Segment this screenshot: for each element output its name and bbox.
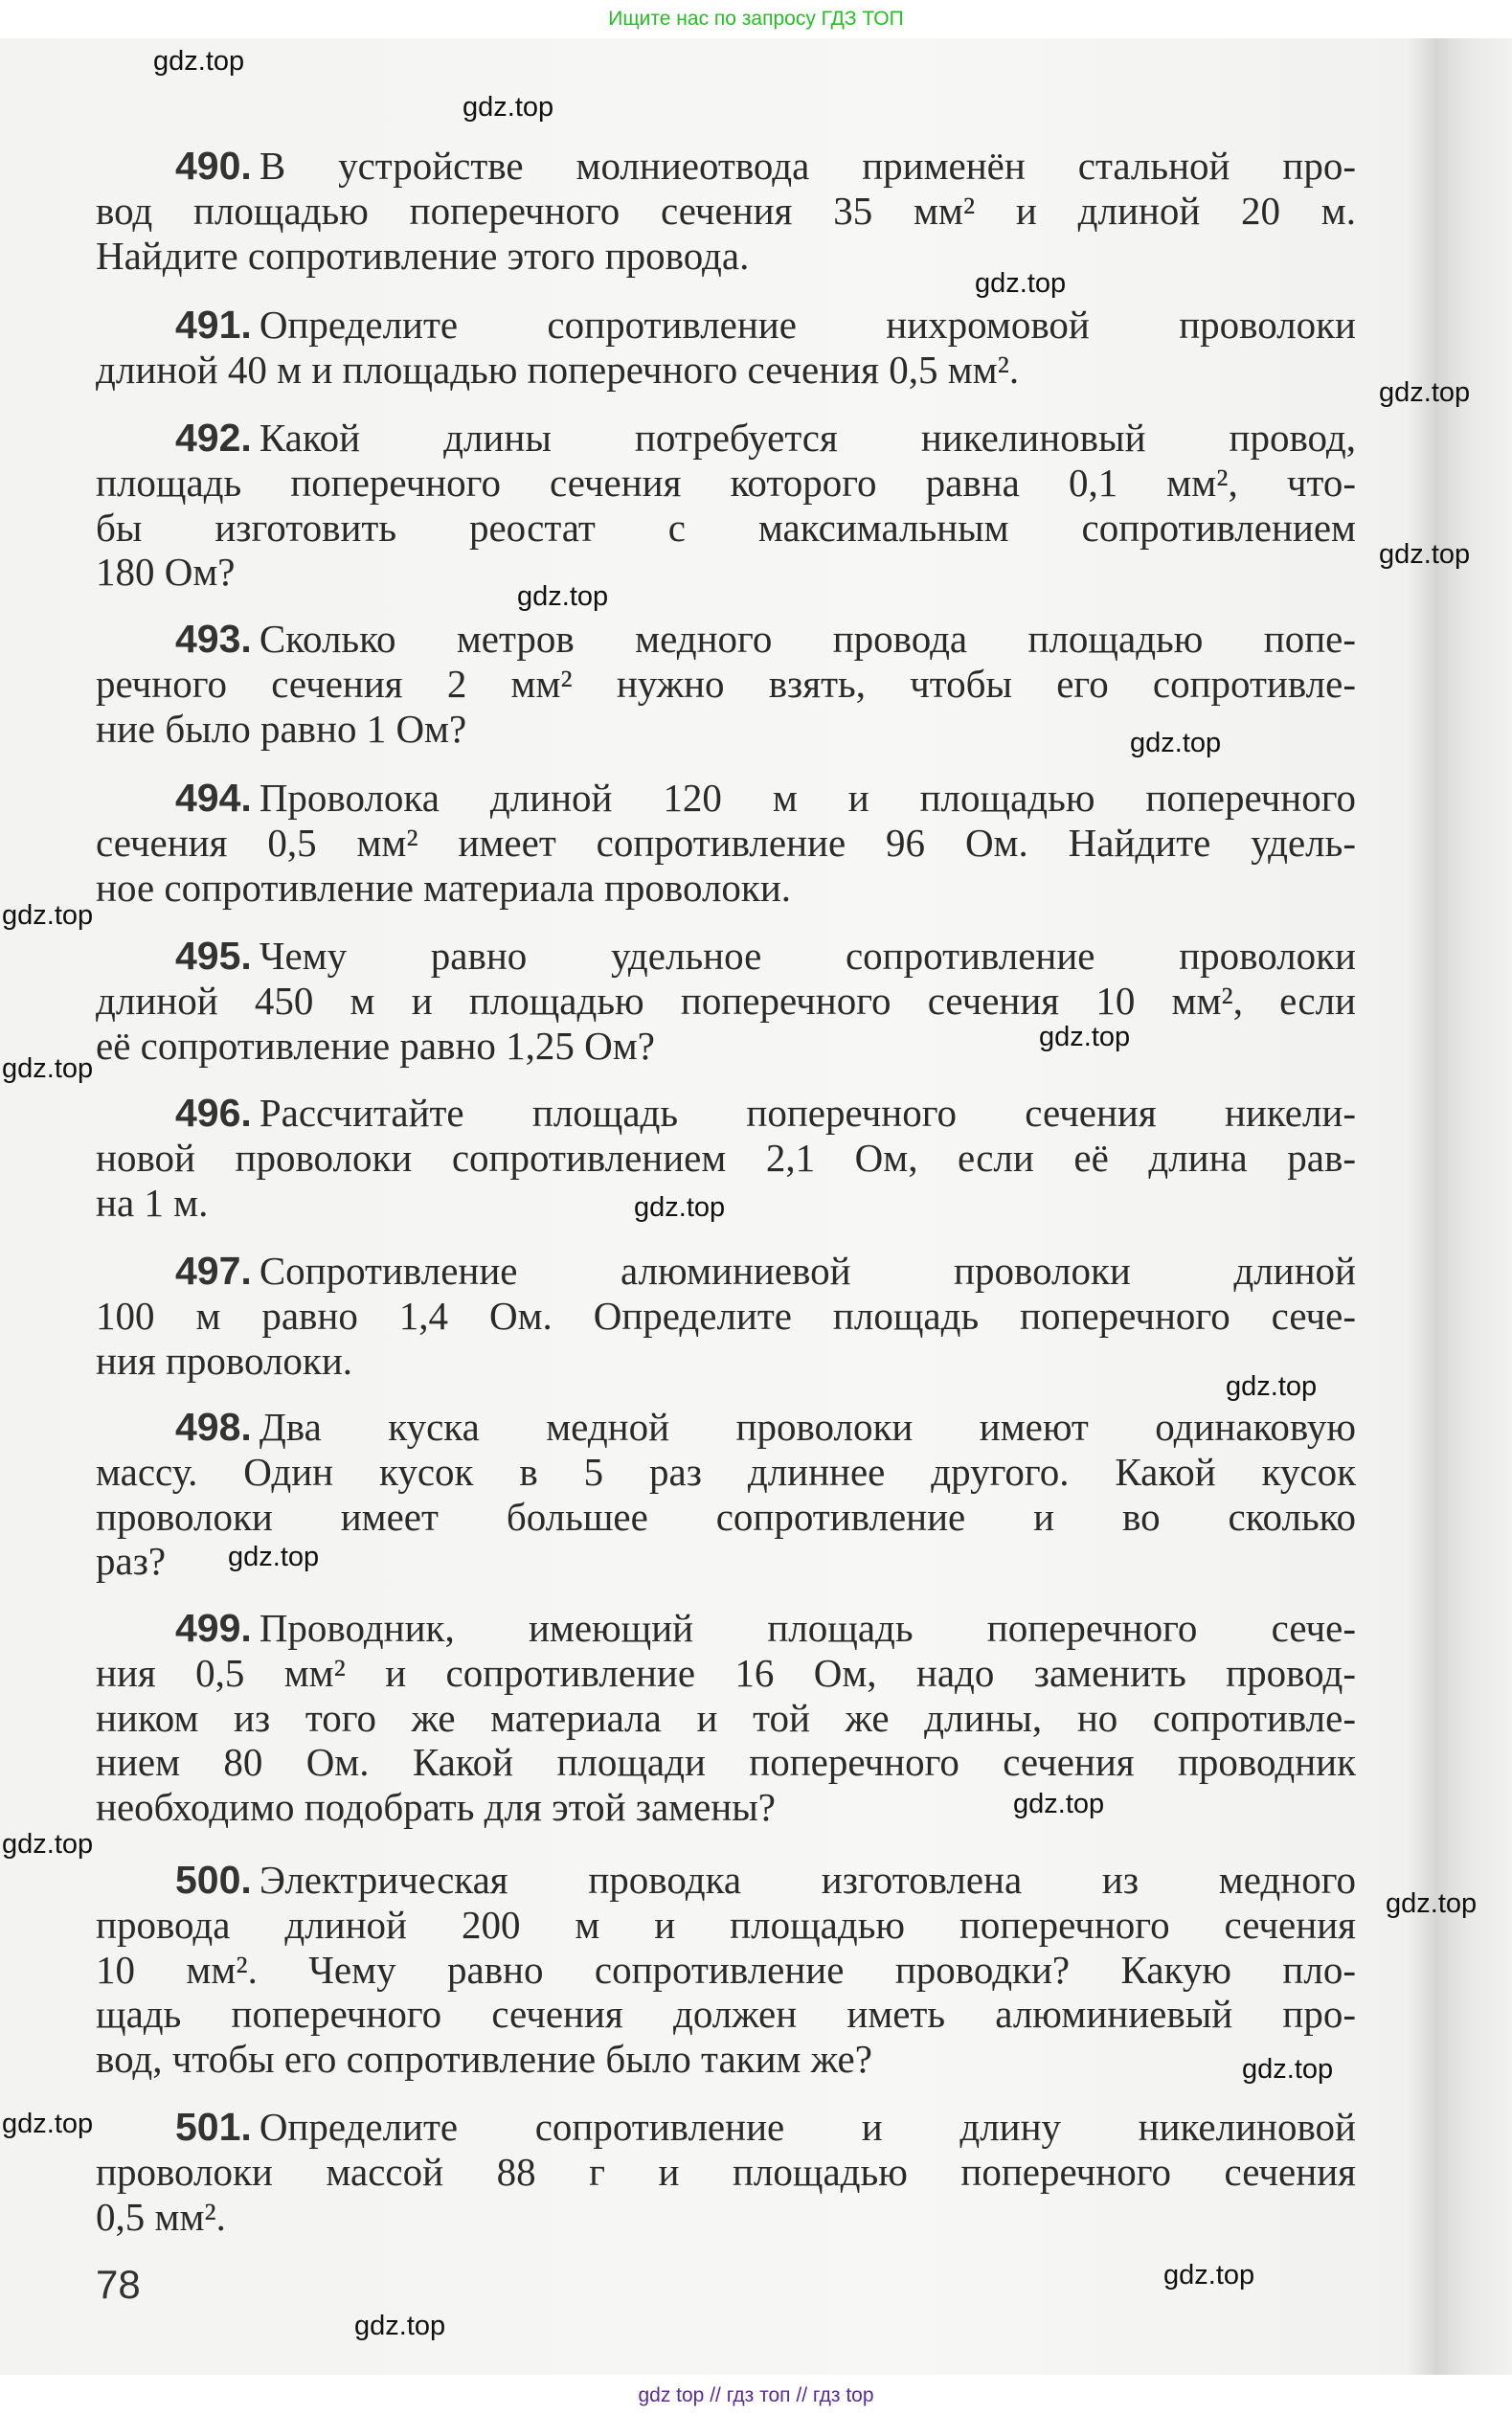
problem-text: ником из того же материала и той же длины, но сопротивле- (96, 1695, 1356, 1740)
watermark-text: gdz.top (634, 1192, 726, 1223)
problem-line (96, 1405, 1356, 1450)
problem-text: 180 Ом? (96, 550, 236, 595)
problem-text: В устройстве молниеотвода применён стальной про- (259, 144, 1356, 188)
problem-number: 499. (175, 1606, 252, 1650)
problem-text: раз? (96, 1539, 167, 1584)
problem-line (96, 303, 1356, 348)
problem-492 (96, 416, 1356, 595)
problem-text: 0,5 мм². (96, 2194, 226, 2239)
problem-text: площадь поперечного сечения которого равна 0,1 мм², что- (96, 460, 1356, 505)
problem-line (96, 348, 1019, 393)
problem-text: Какой длины потребуется никелиновый провод, (259, 416, 1356, 460)
footer-links[interactable]: gdz top // гдз топ // гдз top (638, 2384, 874, 2406)
problem-text: нием 80 Ом. Какой площади поперечного сечения проводник (96, 1740, 1356, 1785)
problem-line (96, 1181, 208, 1226)
watermark-text: gdz.top (517, 581, 609, 612)
problem-text: вод, чтобы его сопротивление было таким же? (96, 2037, 872, 2082)
problem-line (96, 1249, 1356, 1294)
problem-text: Найдите сопротивление этого провода. (96, 233, 750, 278)
watermark-text: gdz.top (463, 92, 554, 123)
page-number: 78 (96, 2262, 141, 2307)
problem-text: ния проволоки. (96, 1338, 353, 1383)
problem-number: 492. (175, 416, 252, 460)
problem-text: 10 мм². Чему равно сопротивление проводки? Какую пло- (96, 1947, 1356, 1992)
problem-line (96, 144, 1356, 189)
problem-text: Рассчитайте площадь поперечного сечения никели- (259, 1091, 1356, 1135)
watermark-text: gdz.top (1226, 1371, 1318, 1402)
problem-text: массу. Один кусок в 5 раз длиннее другого. Какой кусок (96, 1449, 1356, 1494)
problem-text: длиной 40 м и площадью поперечного сечения 0,5 мм². (96, 347, 1020, 392)
problem-text: провода длиной 200 м и площадью поперечного сечения (96, 1902, 1356, 1947)
problem-line (96, 2105, 1356, 2150)
problem-text: ние было равно 1 Ом? (96, 706, 467, 751)
watermark-text: gdz.top (2, 2109, 94, 2139)
problem-line (96, 1091, 1356, 1136)
watermark-text: gdz.top (228, 1542, 320, 1572)
problem-text: Проволока длиной 120 м и площадью поперечного (259, 776, 1356, 820)
problem-text: Чему равно удельное сопротивление проволоки (259, 934, 1356, 978)
problem-499 (96, 1606, 1356, 1830)
problem-496 (96, 1091, 1356, 1225)
problem-text: речного сечения 2 мм² нужно взять, чтобы его сопротивле- (96, 661, 1356, 706)
problem-text: проволоки имеет большее сопротивление и во сколько (96, 1494, 1356, 1539)
problem-text: на 1 м. (96, 1180, 209, 1225)
problem-number: 496. (175, 1091, 252, 1135)
problem-text: ния 0,5 мм² и сопротивление 16 Ом, надо заменить провод- (96, 1650, 1356, 1695)
problem-text: Сопротивление алюминиевой проволоки длиной (259, 1249, 1356, 1293)
problem-text: щадь поперечного сечения должен иметь алюминиевый про- (96, 1992, 1356, 2037)
problem-text: ное сопротивление материала проволоки. (96, 865, 792, 910)
problem-line (96, 1903, 1356, 1948)
problem-line (96, 1740, 1356, 1785)
problem-497 (96, 1249, 1356, 1383)
problem-text: сечения 0,5 мм² имеет сопротивление 96 Ом. Найдите удель- (96, 820, 1356, 865)
problem-494 (96, 776, 1356, 910)
watermark-text: gdz.top (1039, 1022, 1131, 1052)
watermark-text: gdz.top (975, 268, 1067, 299)
problem-number: 497. (175, 1249, 252, 1293)
problem-text: новой проволоки сопротивлением 2,1 Ом, если её длина рав- (96, 1135, 1356, 1180)
problem-line (96, 506, 1356, 551)
problem-501 (96, 2105, 1356, 2239)
watermark-text: gdz.top (153, 46, 245, 77)
problem-490 (96, 144, 1356, 278)
problem-line (96, 1606, 1356, 1651)
problem-line (96, 2150, 1356, 2195)
problem-495 (96, 934, 1356, 1068)
problem-line (96, 1136, 1356, 1181)
watermark-text: gdz.top (1130, 728, 1222, 758)
problem-number: 498. (175, 1405, 252, 1449)
problem-number: 500. (175, 1858, 252, 1902)
problem-text: её сопротивление равно 1,25 Ом? (96, 1023, 655, 1068)
problem-line (96, 662, 1356, 707)
search-banner[interactable]: Ищите нас по запросу ГДЗ ТОП (608, 8, 904, 30)
problem-text: Проводник, имеющий площадь поперечного сече- (259, 1606, 1356, 1650)
problem-text: Сколько метров медного провода площадью попе- (259, 617, 1356, 661)
problem-line (96, 2195, 226, 2240)
problem-line (96, 1539, 166, 1584)
problem-line (96, 234, 749, 279)
problem-line (96, 1858, 1356, 1903)
problem-text: бы изготовить реостат с максимальным сопротивлением (96, 505, 1356, 550)
problem-text: необходимо подобрать для этой замены? (96, 1785, 776, 1830)
watermark-text: gdz.top (1379, 377, 1471, 408)
problem-line (96, 617, 1356, 662)
problem-line (96, 1024, 655, 1069)
watermark-text: gdz.top (2, 900, 94, 931)
problem-line (96, 2037, 872, 2082)
problem-line (96, 934, 1356, 979)
problem-line (96, 1450, 1356, 1495)
watermark-text: gdz.top (354, 2311, 446, 2341)
problem-text: Электрическая проводка изготовлена из медного (259, 1858, 1356, 1902)
problem-line (96, 550, 236, 595)
watermark-text: gdz.top (1163, 2260, 1255, 2291)
problem-number: 493. (175, 617, 252, 661)
problem-line (96, 1294, 1356, 1339)
problem-line (96, 821, 1356, 866)
problem-text: Два куска медной проволоки имеют одинаковую (259, 1405, 1356, 1449)
problem-line (96, 1992, 1356, 2037)
problem-line (96, 1651, 1356, 1696)
problem-line (96, 189, 1356, 234)
problem-line (96, 776, 1356, 821)
watermark-text: gdz.top (1013, 1789, 1105, 1819)
problem-text: проволоки массой 88 г и площадью поперечного сечения (96, 2149, 1356, 2194)
problem-text: 100 м равно 1,4 Ом. Определите площадь поперечного сече- (96, 1293, 1356, 1338)
problem-line (96, 866, 791, 911)
watermark-text: gdz.top (1386, 1888, 1478, 1919)
problem-line (96, 979, 1356, 1024)
problem-line (96, 1495, 1356, 1540)
problem-line (96, 707, 466, 752)
problem-text: Определите сопротивление и длину никелиновой (259, 2105, 1356, 2149)
watermark-text: gdz.top (2, 1053, 94, 1084)
watermark-text: gdz.top (1242, 2054, 1334, 2085)
problem-number: 491. (175, 303, 252, 347)
watermark-text: gdz.top (1379, 539, 1471, 570)
problem-line (96, 416, 1356, 461)
problem-line (96, 461, 1356, 506)
problem-number: 490. (175, 144, 252, 188)
problem-number: 501. (175, 2105, 252, 2149)
problem-number: 494. (175, 776, 252, 820)
problem-text: вод площадью поперечного сечения 35 мм² и длиной 20 м. (96, 188, 1356, 233)
problem-number: 495. (175, 934, 252, 978)
problem-text: длиной 450 м и площадью поперечного сечения 10 мм², если (96, 978, 1356, 1023)
problem-line (96, 1696, 1356, 1741)
problem-line (96, 1948, 1356, 1993)
problem-line (96, 1339, 352, 1384)
watermark-text: gdz.top (2, 1829, 94, 1860)
problem-line (96, 1785, 776, 1830)
problem-500 (96, 1858, 1356, 2082)
problem-text: Определите сопротивление нихромовой проволоки (259, 303, 1356, 347)
problem-491 (96, 303, 1356, 393)
